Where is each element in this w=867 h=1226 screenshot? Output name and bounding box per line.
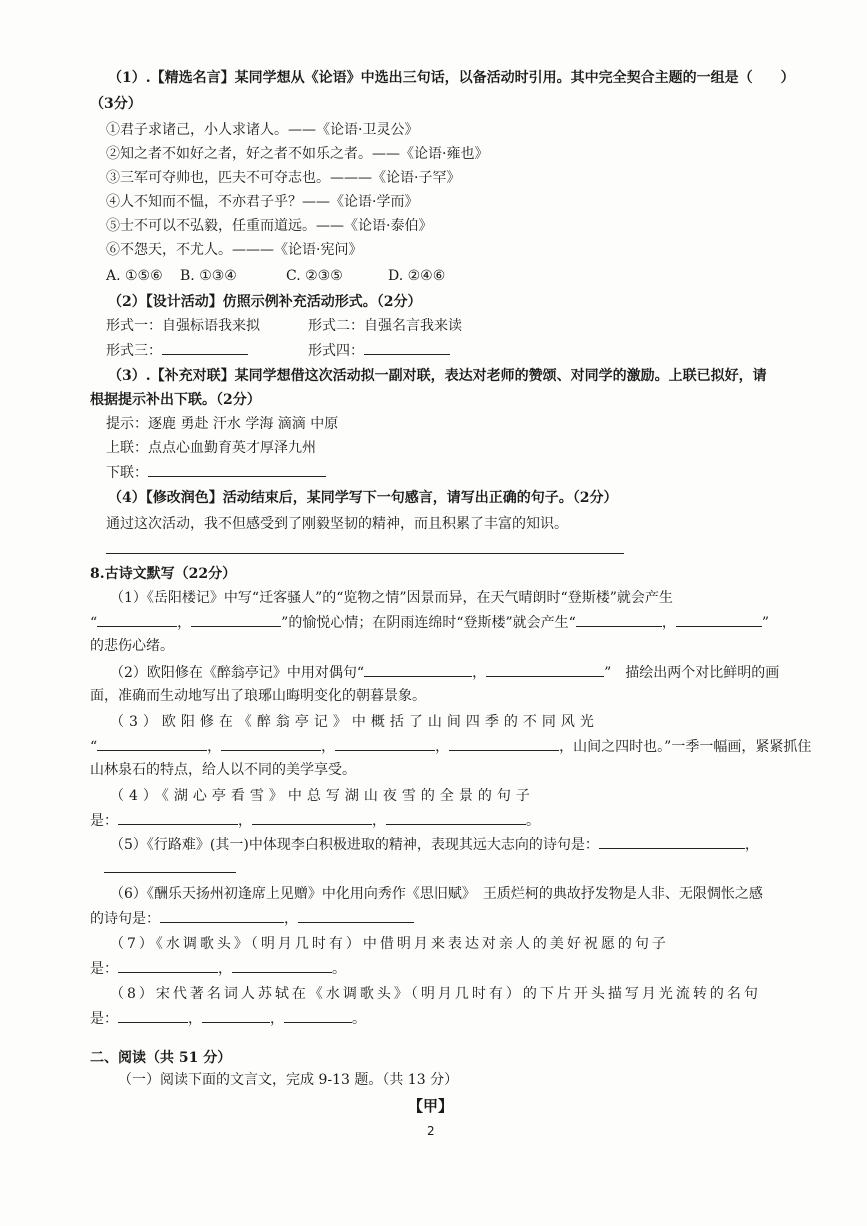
q8-6-blank-1[interactable] [160,908,284,923]
q7-2-title: （2）【设计活动】仿照示例补充活动形式。（2分） [108,294,422,310]
q7-4-sentence: 通过这次活动，我不但感受到了刚毅坚韧的精神，而且积累了丰富的知识。 [106,516,568,532]
passage-jia-heading: 【甲】 [408,1097,454,1115]
q8-5-blank-2[interactable] [104,858,236,873]
q8-4-line2: 是： ， ， 。 [90,810,540,831]
q8-3-line1: （3）欧阳修在《醉翁亭记》中概括了山间四季的不同风光 [110,714,599,730]
form-3-blank[interactable] [162,340,248,355]
q8-6-blank-2[interactable] [298,908,414,923]
form-4-label: 形式四： [308,340,450,361]
option-d: D. ②④⑥ [388,268,446,284]
q8-2-line1: （2）欧阳修在《醉翁亭记》中用对偶句“ ， ” 描绘出两个对比鲜明的画 [110,662,779,683]
quote-4: ④人不知而不愠，不亦君子乎？——《论语·学而》 [106,194,419,210]
quote-2: ②知之者不如好之者，好之者不如乐之者。——《论语·雍也》 [106,146,489,162]
q8-1-blank-2[interactable] [191,612,281,627]
couplet-upper: 上联：点点心血勤育英才厚泽九州 [106,440,316,456]
part2-title: 二、阅读（共 51 分） [90,1050,232,1066]
q8-1-line1: （1）《岳阳楼记》中写“迁客骚人”的“览物之情”因景而异，在天气晴朗时“登斯楼”就会产生 [110,590,673,606]
quote-3: ③三军可夺帅也，匹夫不可夺志也。———《论语·子罕》 [106,170,461,186]
q8-5-blank-1[interactable] [599,834,745,849]
couplet-lower-blank[interactable] [148,462,326,477]
q8-2-blank-1[interactable] [364,662,472,677]
q8-7-blank-1[interactable] [118,958,218,973]
option-a: A. ①⑤⑥ [106,268,163,284]
q8-3-line3: 山林泉石的特点，给人以不同的美学享受。 [90,762,356,778]
q8-8-blank-2[interactable] [202,1008,270,1023]
q7-1-score: （3分） [90,96,142,112]
q8-4-blank-2[interactable] [252,810,372,825]
quote-5: ⑤士不可以不弘毅，任重而道远。——《论语·泰伯》 [106,218,433,234]
q8-title: 8.古诗文默写（22分） [90,566,237,582]
q8-2-line2: 面，准确而生动地写出了琅琊山晦明变化的朝暮景象。 [90,688,426,704]
q8-4-blank-3[interactable] [386,810,526,825]
q8-2-blank-2[interactable] [486,662,604,677]
q7-1-intro: （1）.【精选名言】某同学想从《论语》中选出三句话，以备活动时引用。其中完全契合主题的一组是（ ） [108,70,795,86]
q7-3-line1: （3）.【补充对联】某同学想借这次活动拟一副对联，表达对老师的赞颂、对同学的激励。上联已拟好，请 [108,368,767,384]
part2-subtitle: （一）阅读下面的文言文，完成 9-13 题。（共 13 分） [118,1072,459,1088]
form-4-blank[interactable] [364,340,450,355]
q8-3-blank-3[interactable] [335,736,435,751]
q8-5-line1: （5）《行路难》(其一)中体现李白积极进取的精神，表现其远大志向的诗句是： ， [110,834,759,855]
form-3-label: 形式三： [106,340,248,361]
q8-1-line2: “ ， ”的愉悦心情；在阴雨连绵时“登斯楼”就会产生“ ， ” [90,612,769,633]
q8-4-blank-1[interactable] [118,810,238,825]
q7-3-line2: 根据提示补出下联。（2分） [90,392,261,408]
q8-4-line1: （4）《湖心亭看雪》中总写湖山夜雪的全景的句子 [110,788,535,804]
q8-3-blank-2[interactable] [221,736,321,751]
q8-7-line1: （7）《水调歌头》（明月几时有）中借明月来表达对亲人的美好祝愿的句子 [110,936,669,952]
page-number: 2 [427,1124,435,1138]
q8-7-line2: 是： ， 。 [90,958,346,979]
couplet-lower: 下联： [106,462,326,483]
option-c: C. ②③⑤ [286,268,343,284]
form-1: 形式一：自强标语我来拟 [106,318,260,334]
q8-3-line2: “ ， ， ， ，山间之四时也。”一季一幅画，紧紧抓住 [90,736,811,757]
quote-1: ①君子求诸己，小人求诸人。——《论语·卫灵公》 [106,122,419,138]
q8-8-blank-1[interactable] [118,1008,188,1023]
q8-1-blank-3[interactable] [576,612,662,627]
q8-1-blank-1[interactable] [97,612,177,627]
q8-6-line1: （6）《酬乐天扬州初逢席上见赠》中化用向秀作《思旧赋》 王质烂柯的典故抒发物是人非、无限惆怅之感 [110,886,763,902]
couplet-hint: 提示：逐鹿 勇赴 汗水 学海 滴滴 中原 [106,416,339,432]
q8-3-blank-4[interactable] [449,736,559,751]
q8-8-blank-3[interactable] [284,1008,352,1023]
q8-3-blank-1[interactable] [97,736,207,751]
quote-6: ⑥不怨天，不尤人。———《论语·宪问》 [106,242,363,258]
q7-4-title: （4）【修改润色】活动结束后，某同学写下一句感言，请写出正确的句子。（2分） [108,490,618,506]
option-b: B. ①③④ [180,268,237,284]
q7-4-answer-line[interactable] [106,553,624,554]
q8-7-blank-2[interactable] [232,958,332,973]
q8-6-line2: 的诗句是： ， [90,908,414,929]
q8-1-blank-4[interactable] [676,612,762,627]
q8-1-line3: 的悲伤心绪。 [90,638,174,654]
q8-8-line1: （8）宋代著名词人苏轼在《水调歌头》（明月几时有）的下片开头描写月光流转的名句 [110,986,761,1002]
q8-5-line2 [104,858,236,879]
q8-8-line2: 是： ， ， 。 [90,1008,366,1029]
form-2: 形式二：自强名言我来读 [308,318,462,334]
